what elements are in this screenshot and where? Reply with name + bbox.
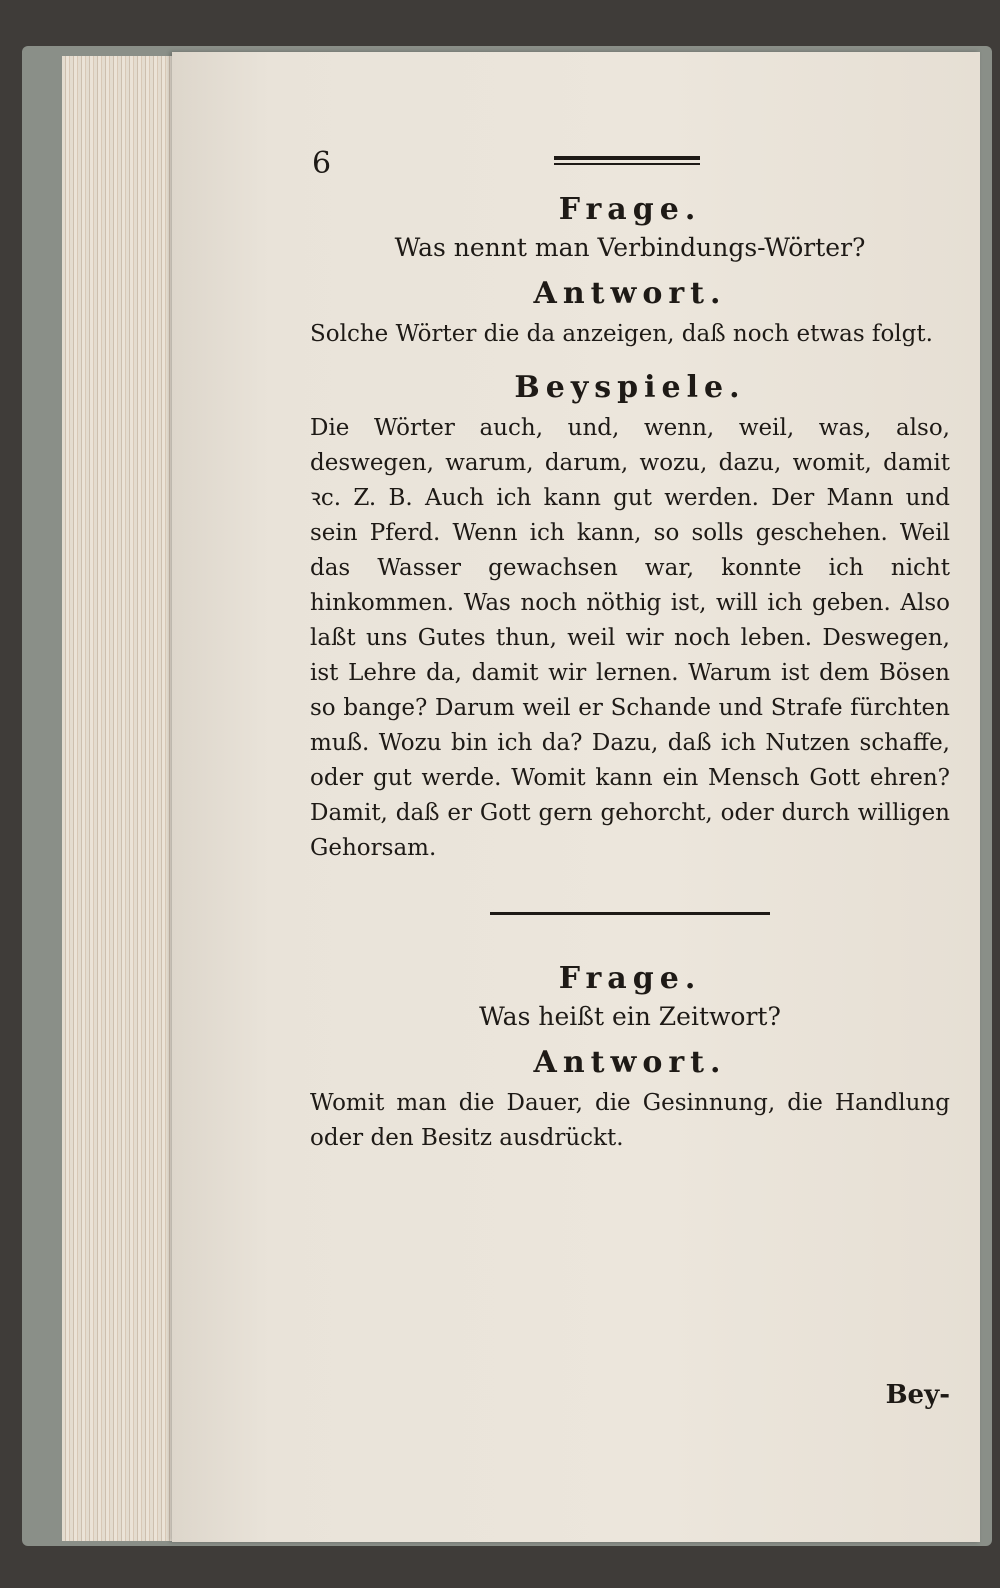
question-text: Was nennt man Verbindungs-Wörter? [394, 233, 866, 262]
page-stack-edge [62, 56, 172, 1541]
question-section-2 [310, 961, 950, 1156]
catchword: Bey- [885, 1380, 950, 1410]
header-rule [554, 156, 700, 165]
section-divider [490, 912, 770, 915]
answer-heading: Antwort. [533, 276, 727, 311]
book-page [172, 52, 980, 1542]
question-heading: Frage. [558, 192, 702, 227]
running-header [310, 140, 950, 180]
examples-text: Die Wörter auch, und, wenn, weil, was, also, deswegen, warum, darum, wozu, dazu, womit, damit ꝛc. Z. B. Auch ich kann gut werden. Der Mann und sein Pferd. Wenn ich kann, so solls geschehen. Weil das Wasser gewachsen war, konnte ich nicht hinkommen. Was noch nöthig ist, will ich geben. Also laßt uns Gutes thun, weil wir noch leben. Deswegen, ist Lehre da, damit wir lernen. Warum ist dem Bösen so bange? Darum weil er Schande und Strafe fürchten muß. Wozu bin ich da? Dazu, daß ich Nutzen schaffe, oder gut werde. Womit kann ein Mensch Gott ehren? Damit, daß er Gott gern gehorcht, oder durch willigen Gehorsam. [310, 415, 950, 861]
page-text [310, 140, 950, 1174]
page-number: 6 [312, 146, 332, 181]
question-text: Was heißt ein Zeitwort? [479, 1002, 781, 1031]
examples-heading: Beyspiele. [514, 370, 746, 405]
question-heading: Frage. [558, 961, 702, 996]
answer-text: Solche Wörter die da anzeigen, daß noch etwas folgt. [310, 321, 933, 347]
answer-text: Womit man die Dauer, die Gesinnung, die Handlung oder den Besitz ausdrückt. [310, 1090, 950, 1151]
question-section-1 [310, 192, 950, 866]
answer-heading: Antwort. [533, 1045, 727, 1080]
